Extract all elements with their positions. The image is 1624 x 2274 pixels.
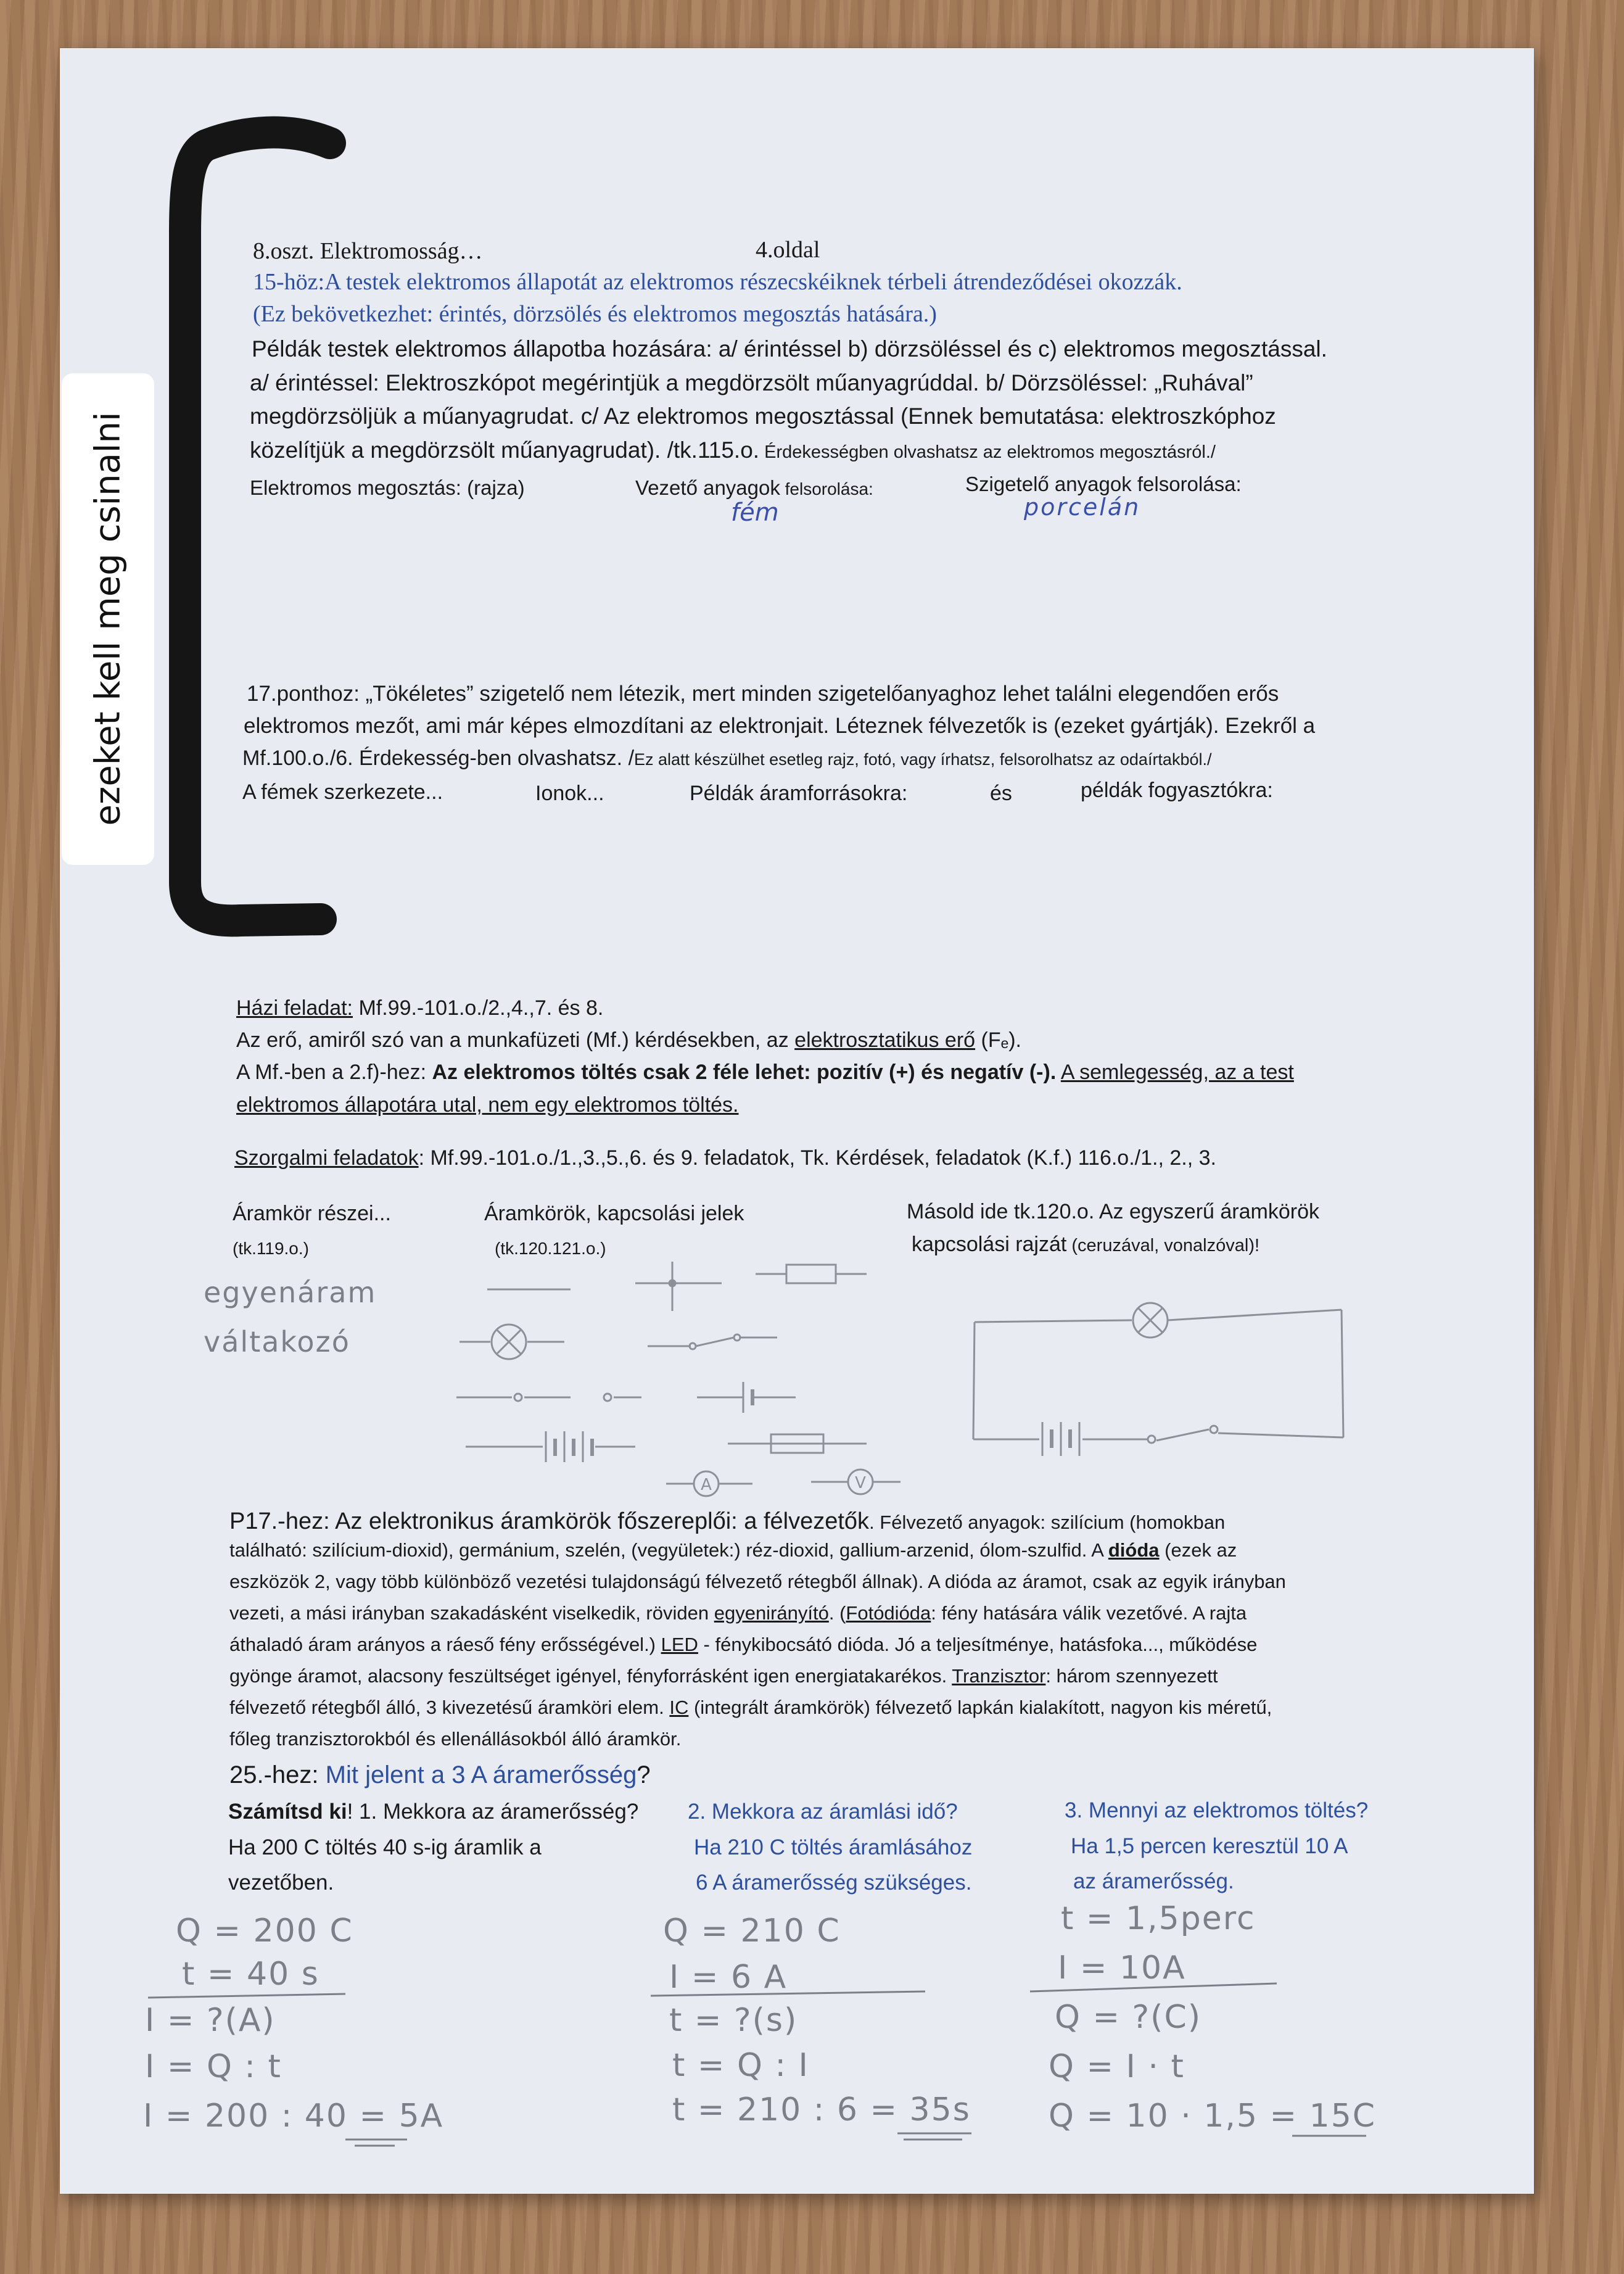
- sol3-line3: Q = ?(C): [1055, 1999, 1202, 2036]
- sol3-line4: Q = I · t: [1049, 2048, 1185, 2085]
- p17-line3: eszközök 2, vagy több különböző vezetési tulajdonságú félvezető rétegből állnak). A dióda az áramot, csak az egyik irányban: [229, 1571, 1286, 1592]
- homework-label: Házi feladat:: [236, 996, 353, 1020]
- sol1-line4: I = Q : t: [145, 2048, 282, 2085]
- s17-c5: példák fogyasztókra:: [1081, 779, 1273, 802]
- homework-line3-u: A semlegesség, az a test: [1060, 1061, 1294, 1084]
- hw-insulator: porcelán: [1024, 494, 1141, 521]
- sol3-line1: t = 1,5perc: [1061, 1900, 1256, 1937]
- p17-l4-u2: Fotódióda: [846, 1602, 931, 1624]
- circuits-c2-ref: (tk.120.121.o.): [495, 1239, 606, 1258]
- p17-line8: főleg tranzisztorokból és ellenállásokból álló áramkör.: [229, 1728, 682, 1750]
- hw-dc: egyenáram: [204, 1276, 377, 1309]
- p17-l7-u: IC: [669, 1697, 689, 1718]
- p17-l4-mid: . (: [828, 1602, 846, 1624]
- ammeter-symbol: A: [701, 1476, 712, 1494]
- p17-l5-pre: áthaladó áram arányos a ráeső fény erősségével.): [229, 1634, 661, 1655]
- sol2-line4: t = Q : I: [672, 2047, 809, 2084]
- s17-c2: Ionok...: [535, 782, 604, 805]
- s15-line6-small: Érdekességben olvashatsz az elektromos megosztásról./: [759, 442, 1216, 462]
- homework-line3-pre: A Mf.-ben a 2.f)-hez:: [236, 1061, 432, 1084]
- s25-title-blue: Mit jelent a 3 A áramerősség: [325, 1761, 637, 1788]
- header-title: 8.oszt. Elektromosság…: [253, 238, 483, 264]
- s15-line2: (Ez bekövetkezhet: érintés, dörzsölés és elektromos megosztás hatására.): [253, 301, 937, 327]
- q2-line3: 6 A áramerősség szükséges.: [696, 1871, 972, 1895]
- sol2-line5: t = 210 : 6 = 35s: [672, 2091, 971, 2128]
- s17-line3-small: Ez alatt készülhet esetleg rajz, fotó, vagy írhatsz, felsorolhatsz az odaírtakból./: [634, 750, 1212, 769]
- s15-col3: Szigetelő anyagok felsorolása:: [965, 473, 1242, 495]
- s17-c4: és: [990, 782, 1012, 805]
- homework-line2-u: elektrosztatikus erő: [794, 1028, 976, 1052]
- p17-l2: található: szilícium-dioxid), germánium, szelén, (vegyületek:) réz-dioxid, gallium-arzenid, ólom-szulfid. A: [229, 1539, 1108, 1561]
- homework-line4: elektromos állapotára utal, nem egy elektromos töltés.: [236, 1093, 739, 1117]
- homework-text: Mf.99.-101.o./2.,4.,7. és 8.: [353, 996, 604, 1020]
- q3-line1: 3. Mennyi az elektromos töltés?: [1065, 1798, 1369, 1822]
- s15-col2-small: felsorolása:: [780, 479, 873, 498]
- q2-line2: Ha 210 C töltés áramlásához: [694, 1835, 973, 1859]
- p17-l6-u: Tranzisztor: [952, 1665, 1046, 1687]
- p17-l5-post: - fénykibocsátó dióda. Jó a teljesítménye, hatásfoka..., működése: [698, 1634, 1258, 1655]
- sol3-line5: Q = 10 · 1,5 = 15C: [1049, 2098, 1377, 2135]
- p17-title-tail: . Félvezető anyagok: szilícium (homokban: [869, 1511, 1226, 1533]
- sol1-line5: I = 200 : 40 = 5A: [143, 2098, 444, 2135]
- p17-l7-post: (integrált áramkörök) félvezető lapkán kialakított, nagyon kis méretű,: [688, 1697, 1272, 1718]
- hw-ac: váltakozó: [204, 1325, 350, 1358]
- p17-l2-u: dióda: [1108, 1539, 1160, 1561]
- s17-c1: A fémek szerkezete...: [242, 780, 443, 804]
- q3-line2: Ha 1,5 percen keresztül 10 A: [1071, 1834, 1348, 1858]
- diligent-text: : Mf.99.-101.o./1.,3.,5.,6. és 9. feladatok, Tk. Kérdések, feladatok (K.f.) 116.o./1., 2., 3.: [418, 1146, 1216, 1170]
- s15-line4: a/ érintéssel: Elektroszkópot megérintjük a megdörzsölt műanyagrúddal. b/ Dörzsöléssel: „Ruhával”: [250, 370, 1253, 395]
- s17-line1: 17.ponthoz: „Tökéletes” szigetelő nem létezik, mert minden szigetelőanyaghoz lehet találni elegendően erős: [247, 682, 1279, 706]
- p17-l2-post: (ezek az: [1159, 1539, 1237, 1561]
- diligent-label: Szorgalmi feladatok: [234, 1146, 419, 1170]
- homework-line3-bold: Az elektromos töltés csak 2 féle lehet: pozitív (+) és negatív (-).: [432, 1061, 1057, 1084]
- s25-title-pre: 25.-hez:: [229, 1761, 326, 1788]
- circuits-c2-title: Áramkörök, kapcsolási jelek: [484, 1202, 744, 1225]
- p17-l7-pre: félvezető rétegből álló, 3 kivezetésű áramköri elem.: [229, 1697, 670, 1718]
- homework-line2-post: (Fₑ).: [975, 1028, 1022, 1052]
- s15-line6-main: közelítjük a megdörzsölt műanyagrudat). /tk.115.o.: [250, 437, 760, 463]
- s17-c3: Példák áramforrásokra:: [690, 782, 908, 805]
- s15-line3: Példák testek elektromos állapotba hozására: a/ érintéssel b) dörzsöléssel és c) elektromos megosztással.: [252, 336, 1327, 362]
- homework-line2-pre: Az erő, amiről szó van a munkafüzeti (Mf.) kérdésekben, az: [236, 1028, 795, 1052]
- s15-col1: Elektromos megosztás: (rajza): [250, 476, 525, 499]
- sol1-line2: t = 40 s: [182, 1956, 319, 1993]
- header-page: 4.oldal: [756, 237, 820, 263]
- q1-line3: vezetőben.: [228, 1871, 334, 1895]
- sol1-line3: I = ?(A): [145, 2002, 276, 2039]
- hw-conductor: fém: [731, 498, 779, 527]
- sol2-line1: Q = 210 C: [663, 1912, 841, 1949]
- p17-l4-pre: vezeti, a mási irányban szakadásként viselkedik, röviden: [229, 1602, 714, 1624]
- s17-line3-main: Mf.100.o./6. Érdekesség-ben olvashatsz. /: [242, 746, 635, 770]
- s15-line5: megdörzsöljük a műanyagrudat. c/ Az elektromos megosztással (Ennek bemutatása: elektroszkóphoz: [250, 403, 1276, 429]
- q1-line2: Ha 200 C töltés 40 s-ig áramlik a: [228, 1835, 542, 1859]
- p17-title: P17.-hez: Az elektronikus áramkörök főszereplői: a félvezetők: [229, 1508, 870, 1534]
- circuits-c3-small: (ceruzával, vonalzóval)!: [1066, 1236, 1260, 1255]
- q2-line1: 2. Mekkora az áramlási idő?: [688, 1800, 958, 1824]
- p17-l5-u: LED: [661, 1634, 698, 1655]
- q1-bold: Számítsd ki: [228, 1800, 347, 1824]
- s25-title-post: ?: [637, 1761, 651, 1788]
- sol1-line1: Q = 200 C: [176, 1912, 353, 1949]
- circuits-c3-line1: Másold ide tk.120.o. Az egyszerű áramkörök: [907, 1200, 1319, 1223]
- circuits-c1-title: Áramkör részei...: [233, 1202, 391, 1225]
- s15-col2-main: Vezető anyagok: [635, 476, 780, 499]
- p17-l6-post: : három szennyezett: [1045, 1665, 1218, 1687]
- p17-l4-post: : fény hatására válik vezetővé. A rajta: [931, 1602, 1247, 1624]
- circuits-c1-ref: (tk.119.o.): [233, 1239, 309, 1258]
- sol2-line3: t = ?(s): [669, 2002, 798, 2039]
- s15-line1: 15-höz:A testek elektromos állapotát az elektromos részecskéiknek térbeli átrendeződései okozzák.: [253, 269, 1182, 295]
- voltmeter-symbol: V: [855, 1474, 866, 1492]
- p17-l4-u: egyenirányító: [714, 1602, 829, 1624]
- p17-l6-pre: gyönge áramot, alacsony feszültséget igényel, fényforrásként igen energiatakarékos.: [229, 1665, 952, 1687]
- circuits-c3-main: kapcsolási rajzát: [912, 1233, 1067, 1256]
- q3-line3: az áramerősség.: [1073, 1869, 1234, 1893]
- q1-l1: ! 1. Mekkora az áramerősség?: [347, 1800, 639, 1824]
- sol2-line2: I = 6 A: [669, 1959, 788, 1996]
- s17-line2: elektromos mezőt, ami már képes elmozdítani az elektronjait. Léteznek félvezetők is (ezeket gyártják). Ezekről a: [244, 714, 1316, 738]
- sticker-text: ezeket kell meg csinalni: [88, 411, 128, 826]
- sol3-line2: I = 10A: [1058, 1949, 1186, 1987]
